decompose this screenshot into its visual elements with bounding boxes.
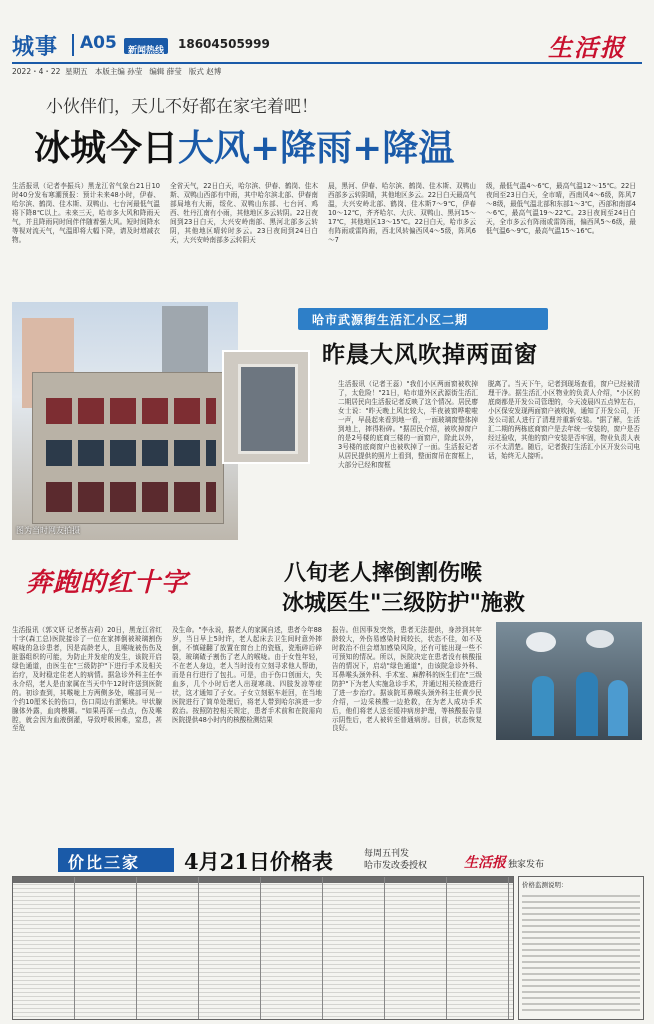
price-notes xyxy=(518,876,644,1020)
page-header xyxy=(0,0,654,80)
price-brand-box xyxy=(58,848,174,872)
window-row-3 xyxy=(46,482,216,512)
story1-col-3: 晨，黑河、伊春、哈尔滨、鹤岗、佳木斯、双鸭山西部多云转阴晴，其他地区多云。22日白天最高气温，大兴安岭北部、鹤岗、佳木斯7～9℃，伊春10～12℃，齐齐哈尔、大庆、双鸭山、黑河15～17℃，其他地区13～15℃。22日白天，哈市多云有阵雨或雷阵雨，西北风转偏西风4～5级，阵风6～7 xyxy=(328,182,476,244)
price-section xyxy=(12,846,642,1020)
section-divider xyxy=(72,34,74,56)
price-masthead: 生活报 xyxy=(464,855,506,871)
window-row-2 xyxy=(46,440,216,466)
surgeon-3 xyxy=(608,680,628,736)
story1-col-1: 生活报讯（记者李振兵）黑龙江省气象台21日10时40分发布寒潮预报：预计未来48小时，伊春、哈尔滨、鹤岗、佳木斯、双鸭山、七台河最低气温将下降8℃以上。未来三天，哈市多大风和降雨天气，并且降雨同时间伴伴随着强大风。短时间降水等视对流天气，气温即将大幅下降，请及时增减衣物。 xyxy=(12,182,160,244)
price-sub-3: 独家发布 xyxy=(508,860,545,870)
price-table xyxy=(12,876,514,1020)
window-row-1 xyxy=(46,398,216,424)
headline-part-b: 大风+降雨+降温 xyxy=(178,128,455,169)
building-photo xyxy=(12,302,238,540)
section-name: 城事 xyxy=(12,34,59,60)
photo-caption: 图为当时网友拍摄 xyxy=(16,526,80,535)
story-weather xyxy=(12,88,642,293)
story-redcross xyxy=(12,552,642,842)
price-notes-lines xyxy=(522,891,640,1015)
price-brand: 价比三家 xyxy=(68,853,141,872)
price-table-cols xyxy=(13,877,513,1019)
price-sub-1: 每周五刊发 xyxy=(364,849,410,859)
story3-col-3: 报告。但因事发突然，患者无法提供，身涉到其年龄较大，外伤易感染时间较长，状态不佳，如不及时救治不但会增加感染风险，还有可能出现一些不可预知的情况。所以，医院决定在患者没有核酸报告的情况下，启动"绿色通道"，由该院急诊外科、耳鼻喉头颈外科、手术室、麻醉科的医生们在"三级防护"下为老人实施急诊手术，并通过相关检查进行了进一步治疗。据该院耳鼻喉头颈外科主任黄少民介绍，一边采核酸一边抢救，在为老人成功手术后，他们将老人送至缓冲病房护理，等核酸报告显示阴性后，老人被转至普通病房。目前，状态恢复良好。 xyxy=(332,626,482,733)
hotline-number: 18604505999 xyxy=(178,37,270,51)
story3-headline-2: 冰城医生"三级防护"施救 xyxy=(282,590,525,616)
story2-headline: 昨晨大风吹掉两面窗 xyxy=(322,341,538,368)
price-notes-title: 价格监测说明： xyxy=(522,881,568,889)
date-line: 2022・4・22 星期五 本版主编 孙莹 编辑 薛莹 版式 赵博 xyxy=(12,67,222,76)
price-headline: 4月21日价格表 xyxy=(184,849,333,874)
page-number: A05 xyxy=(80,33,117,53)
story-window xyxy=(12,300,642,545)
surgical-lamp-2 xyxy=(586,630,614,648)
hotline-badge xyxy=(124,38,168,54)
banner-text: 哈市武源街生活汇小区二期 xyxy=(312,313,469,327)
masthead-logo: 生活报 xyxy=(548,33,626,62)
story2-col-1: 生活报讯（记者王蕊）"我们小区两面窗被吹掉了，太危险！"21日，哈市道外区武源街生活汇二期居民向生活报记者反映了这个情况。居民廖女士说："昨天晚上风比较大，半夜被窗哗啦啦一声，早晨起来看到地一看，一面玻璃窗整体掉到地上，摔得粉碎。"据居民介绍，被吹掉窗户的是2号楼的底商三楼的一面窗户，除此以外，3号楼的底商窗户也被吹掉了一面。生活报记者从居民提供的照片上看到，整面窗吊在窗框上，大部分已经和窗框 xyxy=(338,380,478,469)
story1-col-2: 全省天气，22日白天，哈尔滨、伊春、鹤岗、佳木斯、双鸭山西部有中雨，其中哈尔滨北部、伊春南部局地有大雨，绥化、双鸭山东部、七台河、鸡西、牡丹江南有小雨，其他地区多云转阴。22日夜间到23日白天，大兴安岭南部、黑河北部多云转阴，其他地区晴转时多云。23日夜间到24日白天，大兴安岭南部多云转阴天 xyxy=(170,182,318,244)
surgeon-1 xyxy=(532,676,554,736)
story1-columns xyxy=(12,182,642,290)
story3-col-2: 及生命。"李永说，据老人的家属自述，患者今年88岁，当日早上5时许，老人起床去卫生间时意外摔倒，不慎碰翻了放置在窗台上的瓷瓶，瓷瓶碎后碎裂，玻璃碴子割伤了老人的喉咙。由于女性年轻，不在老人身边，老人当时没有立刻寻求他人帮助，而是自行进行了包扎。可是，由于伤口创面大，失血多，几个小时后老人出现寒战、四肢发凉等症状，这才通知了子女。子女立刻驱车赶回，在当地医院进行了简单处理后，将老人带到哈尔滨进一步救治。按照防控相关规定，患者手术前和在院需向医院提供48小时内的核酸检测结果 xyxy=(172,626,322,724)
hotline-label: 新闻热线 xyxy=(128,46,165,56)
story2-banner xyxy=(298,308,548,330)
story3-headline-1: 八旬老人摔倒割伤喉 xyxy=(284,560,483,586)
window-inset-photo xyxy=(222,350,310,464)
surgical-lamp-1 xyxy=(526,632,556,652)
story1-col-4: 级，最低气温4～6℃，最高气温12～15℃。22日夜间至23日白天，全市晴，西南风4～6级，阵风7～8级，最低气温北部和东部1～3℃，西部和南部4～6℃，最高气温19～22℃。23日夜间至24日白天，全市多云有阵雨或雷阵雨，偏西风5～6级，最低气温6～9℃，最高气温15～16℃。 xyxy=(486,182,636,235)
story-kicker: 小伙伴们，天儿不好都在家宅着吧！ xyxy=(46,97,318,117)
price-sub-2: 哈市发改委授权 xyxy=(364,861,428,871)
window-frame xyxy=(238,364,298,454)
surgery-photo xyxy=(496,622,642,740)
story3-col-1: 生活报讯（郭文妍 记者蔡吉莉）20日，黑龙江省红十字(森工总)医院接诊了一位在家摔倒被玻璃割伤喉咙的急诊患者，因是高龄老人，且喉咙被伤伤及脏器组织的可能，为防止并发症的发生，该院开启绿色通道，由医生在"三级防护"下进行手术及相关治疗，及时稳定住老人的病情。据急诊外科主任李永介绍，老人是由家属在当天中午12时许送到医院的。初诊查到，其喉咙上方两侧多处，喉部可见一个约10厘米长的伤口，伤口周边有淤紫块。甲状腺腺体外露，血肉模糊。"如果再深一点点，伤及喉腔，就会因为血液倒灌，导致呼吸困难，窒息，甚至危 xyxy=(12,626,162,733)
story2-col-2: 脱离了。当天下午，记者到现场查看，窗户已经被清理干净。据生活汇小区物业的负责人介绍，"小区的底商都是开发公司管理的，今天凌晨四五点钟左右，小区保安发现两面窗户被吹掉，通知了开发公司，开发公司派人进行了清理并重新安装。"据了解，生活汇二期的两栋底商窗户是去年统一安装的，窗户是否经过验收，其他的窗户安装是否牢固，物业负责人表示不太清楚。随后，记者拨打生活汇小区开发公司电话，始终无人接听。 xyxy=(488,380,640,460)
header-rule xyxy=(12,62,642,64)
headline-weather xyxy=(34,120,454,171)
redcross-logo: 奔跑的红十字 xyxy=(26,568,189,598)
headline-part-a: 冰城今日 xyxy=(34,128,179,169)
surgeon-2 xyxy=(576,672,598,736)
